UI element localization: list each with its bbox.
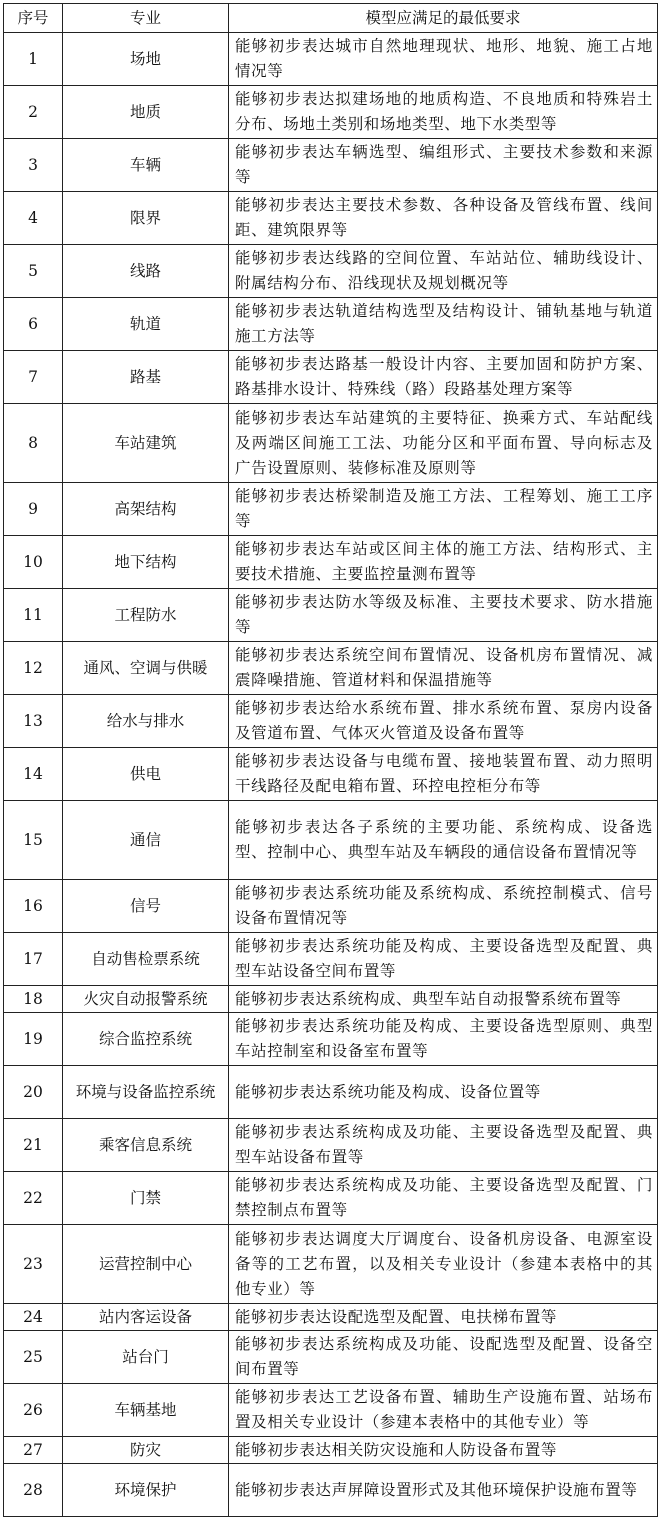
table-row bbox=[4, 86, 658, 139]
header-major: 专业 bbox=[63, 4, 229, 33]
row-major: 站内客运设备 bbox=[63, 1304, 229, 1331]
row-number: 24 bbox=[4, 1304, 63, 1331]
row-number: 6 bbox=[4, 298, 63, 351]
row-major: 防灾 bbox=[63, 1437, 229, 1464]
row-number: 15 bbox=[4, 801, 63, 880]
table-row bbox=[4, 1437, 658, 1464]
table-row bbox=[4, 404, 658, 483]
row-requirement: 能够初步表达系统功能及构成、主要设备选型及配置、典型车站设备空间布置等 bbox=[229, 933, 658, 986]
row-major: 门禁 bbox=[63, 1172, 229, 1225]
row-major: 火灾自动报警系统 bbox=[63, 986, 229, 1013]
row-major: 综合监控系统 bbox=[63, 1013, 229, 1066]
row-requirement: 能够初步表达轨道结构选型及结构设计、铺轨基地与轨道施工方法等 bbox=[229, 298, 658, 351]
row-number: 1 bbox=[4, 33, 63, 86]
row-major: 地质 bbox=[63, 86, 229, 139]
row-major: 环境保护 bbox=[63, 1464, 229, 1517]
row-major: 自动售检票系统 bbox=[63, 933, 229, 986]
row-number: 4 bbox=[4, 192, 63, 245]
row-major: 运营控制中心 bbox=[63, 1225, 229, 1304]
row-requirement: 能够初步表达系统功能及系统构成、系统控制模式、信号设备布置情况等 bbox=[229, 880, 658, 933]
table-row bbox=[4, 33, 658, 86]
requirements-table bbox=[3, 3, 658, 1517]
row-number: 22 bbox=[4, 1172, 63, 1225]
row-requirement: 能够初步表达声屏障设置形式及其他环境保护设施布置等 bbox=[229, 1464, 658, 1517]
row-number: 16 bbox=[4, 880, 63, 933]
row-major: 环境与设备监控系统 bbox=[63, 1066, 229, 1119]
row-requirement: 能够初步表达桥梁制造及施工方法、工程筹划、施工工序等 bbox=[229, 483, 658, 536]
row-requirement: 能够初步表达系统构成及功能、主要设备选型及配置、门禁控制点布置等 bbox=[229, 1172, 658, 1225]
row-requirement: 能够初步表达主要技术参数、各种设备及管线布置、线间距、建筑限界等 bbox=[229, 192, 658, 245]
row-requirement: 能够初步表达城市自然地理现状、地形、地貌、施工占地情况等 bbox=[229, 33, 658, 86]
row-major: 通信 bbox=[63, 801, 229, 880]
header-number: 序号 bbox=[4, 4, 63, 33]
table-row bbox=[4, 642, 658, 695]
table-row bbox=[4, 1066, 658, 1119]
row-requirement: 能够初步表达系统构成及功能、设配选型及配置、设备空间布置等 bbox=[229, 1331, 658, 1384]
table-row bbox=[4, 1384, 658, 1437]
table-row bbox=[4, 1119, 658, 1172]
table-row bbox=[4, 1304, 658, 1331]
row-major: 车辆基地 bbox=[63, 1384, 229, 1437]
row-number: 26 bbox=[4, 1384, 63, 1437]
row-number: 25 bbox=[4, 1331, 63, 1384]
row-major: 供电 bbox=[63, 748, 229, 801]
row-number: 12 bbox=[4, 642, 63, 695]
row-requirement: 能够初步表达线路的空间位置、车站站位、辅助线设计、附属结构分布、沿线现状及规划概况等 bbox=[229, 245, 658, 298]
row-requirement: 能够初步表达路基一般设计内容、主要加固和防护方案、路基排水设计、特殊线（路）段路基处理方案等 bbox=[229, 351, 658, 404]
row-requirement: 能够初步表达给水系统布置、排水系统布置、泵房内设备及管道布置、气体灭火管道及设备布置等 bbox=[229, 695, 658, 748]
row-number: 13 bbox=[4, 695, 63, 748]
table-row bbox=[4, 1172, 658, 1225]
row-number: 5 bbox=[4, 245, 63, 298]
table-header-row bbox=[4, 4, 658, 33]
row-requirement: 能够初步表达车站建筑的主要特征、换乘方式、车站配线及两端区间施工工法、功能分区和平面布置、导向标志及广告设置原则、装修标准及原则等 bbox=[229, 404, 658, 483]
table-row bbox=[4, 695, 658, 748]
row-major: 车辆 bbox=[63, 139, 229, 192]
row-number: 7 bbox=[4, 351, 63, 404]
row-requirement: 能够初步表达车辆选型、编组形式、主要技术参数和来源等 bbox=[229, 139, 658, 192]
row-major: 车站建筑 bbox=[63, 404, 229, 483]
row-number: 11 bbox=[4, 589, 63, 642]
row-number: 21 bbox=[4, 1119, 63, 1172]
table-row bbox=[4, 192, 658, 245]
row-major: 高架结构 bbox=[63, 483, 229, 536]
table-row bbox=[4, 1464, 658, 1517]
row-number: 8 bbox=[4, 404, 63, 483]
row-major: 场地 bbox=[63, 33, 229, 86]
row-major: 路基 bbox=[63, 351, 229, 404]
row-number: 10 bbox=[4, 536, 63, 589]
table-row bbox=[4, 933, 658, 986]
row-major: 信号 bbox=[63, 880, 229, 933]
row-number: 19 bbox=[4, 1013, 63, 1066]
table-row bbox=[4, 351, 658, 404]
table-row bbox=[4, 1331, 658, 1384]
table-row bbox=[4, 483, 658, 536]
table-row bbox=[4, 245, 658, 298]
row-number: 18 bbox=[4, 986, 63, 1013]
row-requirement: 能够初步表达工艺设备布置、辅助生产设施布置、站场布置及相关专业设计（参建本表格中的其他专业）等 bbox=[229, 1384, 658, 1437]
table-row bbox=[4, 880, 658, 933]
row-major: 限界 bbox=[63, 192, 229, 245]
table-row bbox=[4, 298, 658, 351]
row-requirement: 能够初步表达系统空间布置情况、设备机房布置情况、减震降噪措施、管道材料和保温措施等 bbox=[229, 642, 658, 695]
row-major: 通风、空调与供暖 bbox=[63, 642, 229, 695]
table-row bbox=[4, 536, 658, 589]
row-major: 线路 bbox=[63, 245, 229, 298]
table-row bbox=[4, 1225, 658, 1304]
row-requirement: 能够初步表达车站或区间主体的施工方法、结构形式、主要技术措施、主要监控量测布置等 bbox=[229, 536, 658, 589]
row-major: 轨道 bbox=[63, 298, 229, 351]
table-row bbox=[4, 748, 658, 801]
row-number: 28 bbox=[4, 1464, 63, 1517]
row-major: 给水与排水 bbox=[63, 695, 229, 748]
table-row bbox=[4, 1013, 658, 1066]
row-major: 地下结构 bbox=[63, 536, 229, 589]
table-row bbox=[4, 986, 658, 1013]
row-requirement: 能够初步表达系统构成、典型车站自动报警系统布置等 bbox=[229, 986, 658, 1013]
row-requirement: 能够初步表达系统功能及构成、主要设备选型原则、典型车站控制室和设备室布置等 bbox=[229, 1013, 658, 1066]
row-requirement: 能够初步表达设配选型及配置、电扶梯布置等 bbox=[229, 1304, 658, 1331]
row-major: 站台门 bbox=[63, 1331, 229, 1384]
row-requirement: 能够初步表达调度大厅调度台、设备机房设备、电源室设备等的工艺布置，以及相关专业设计（参建本表格中的其他专业）等 bbox=[229, 1225, 658, 1304]
row-requirement: 能够初步表达系统功能及构成、设备位置等 bbox=[229, 1066, 658, 1119]
table-row bbox=[4, 589, 658, 642]
header-requirement: 模型应满足的最低要求 bbox=[229, 4, 658, 33]
row-requirement: 能够初步表达相关防灾设施和人防设备布置等 bbox=[229, 1437, 658, 1464]
table-row bbox=[4, 139, 658, 192]
row-number: 20 bbox=[4, 1066, 63, 1119]
row-number: 17 bbox=[4, 933, 63, 986]
row-number: 14 bbox=[4, 748, 63, 801]
row-requirement: 能够初步表达防水等级及标准、主要技术要求、防水措施等 bbox=[229, 589, 658, 642]
row-major: 工程防水 bbox=[63, 589, 229, 642]
row-requirement: 能够初步表达拟建场地的地质构造、不良地质和特殊岩土分布、场地土类别和场地类型、地下水类型等 bbox=[229, 86, 658, 139]
row-number: 9 bbox=[4, 483, 63, 536]
row-number: 3 bbox=[4, 139, 63, 192]
row-requirement: 能够初步表达系统构成及功能、主要设备选型及配置、典型车站设备布置等 bbox=[229, 1119, 658, 1172]
row-major: 乘客信息系统 bbox=[63, 1119, 229, 1172]
row-number: 23 bbox=[4, 1225, 63, 1304]
row-requirement: 能够初步表达各子系统的主要功能、系统构成、设备选型、控制中心、典型车站及车辆段的通信设备布置情况等 bbox=[229, 801, 658, 880]
table-row bbox=[4, 801, 658, 880]
table-body bbox=[4, 33, 658, 1517]
row-number: 27 bbox=[4, 1437, 63, 1464]
row-requirement: 能够初步表达设备与电缆布置、接地装置布置、动力照明干线路径及配电箱布置、环控电控柜分布等 bbox=[229, 748, 658, 801]
row-number: 2 bbox=[4, 86, 63, 139]
